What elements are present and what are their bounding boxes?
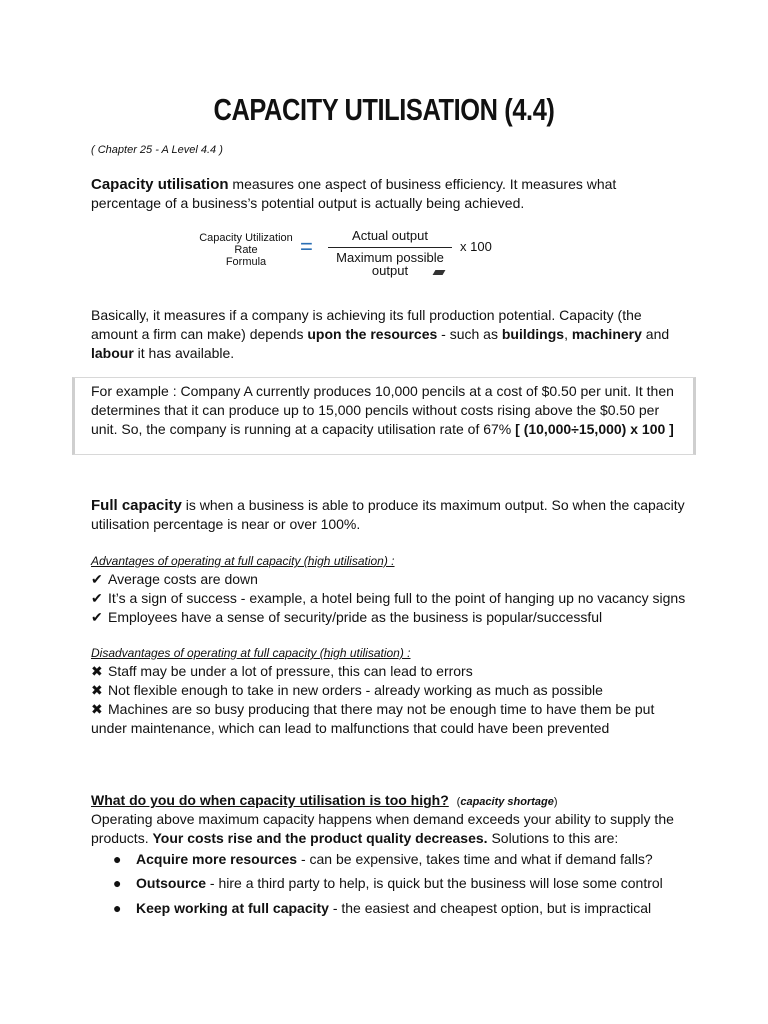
disadvantage-item — [91, 662, 691, 681]
bullet-icon: ● — [113, 851, 122, 867]
basically-bold: upon the resources — [307, 326, 438, 342]
example-calculation: [ (10,000÷15,000) x 100 ] — [515, 421, 674, 437]
solution-text: - hire a third party to help, is quick but the business will lose some control — [206, 875, 663, 891]
basically-text: amount a firm can make) depends — [91, 326, 308, 342]
paren: ) — [553, 796, 558, 808]
solution-bold: Keep working at full capacity — [136, 900, 329, 916]
advantage-text: It’s a sign of success - example, a hotel being full to the point of hanging up no vacancy signs — [108, 590, 686, 606]
equals-sign: = — [300, 234, 313, 259]
cross-icon: ✖ — [91, 682, 103, 698]
too-high-heading: What do you do when capacity utilisation is too high? — [91, 792, 449, 808]
too-high-bold: Your costs rise and the product quality decreases. — [152, 830, 488, 846]
full-capacity-paragraph — [91, 496, 691, 534]
intro-paragraph — [91, 175, 691, 213]
example-text — [91, 382, 681, 439]
advantage-item — [91, 570, 691, 589]
formula-label-1: Capacity Utilization — [199, 232, 293, 244]
disadvantage-item — [91, 681, 691, 700]
formula-multiplier: x 100 — [460, 239, 492, 254]
capacity-formula — [196, 226, 506, 282]
disadvantage-text: Machines are so busy producing that there may not be enough time to have them be put — [108, 701, 655, 717]
check-icon: ✔ — [91, 609, 103, 625]
solution-item — [136, 900, 651, 916]
advantage-text: Employees have a sense of security/pride as the business is popular/successful — [108, 609, 603, 625]
example-line-3: unit. So, the company is running at a capacity utilisation rate of 67% — [91, 421, 516, 437]
too-high-text: products. — [91, 830, 153, 846]
advantage-item — [91, 589, 691, 608]
basically-text: it has available. — [133, 345, 235, 361]
basically-text: and — [641, 326, 670, 342]
solution-text: - the easiest and cheapest option, but is impractical — [328, 900, 652, 916]
solution-item — [136, 851, 653, 867]
denominator-line-2: output — [371, 263, 409, 278]
basically-bold: labour — [91, 345, 134, 361]
disadvantage-text: Not flexible enough to take in new orders - already working as much as possible — [108, 682, 603, 698]
too-high-line-1: Operating above maximum capacity happens when demand exceeds your ability to supply the — [91, 811, 674, 827]
paren: ( — [456, 796, 461, 808]
example-line-1: For example : Company A currently produces 10,000 pencils at a cost of $0.50 per unit. It then — [91, 383, 674, 399]
formula-label-3: Formula — [225, 256, 267, 268]
basically-paragraph — [91, 306, 691, 363]
capacity-shortage-label: capacity shortage — [460, 796, 554, 808]
fraction-bar — [328, 247, 452, 248]
basically-line-1: Basically, it measures if a company is achieving its full production potential. Capacity (the — [91, 307, 642, 323]
page-title: CAPACITY UTILISATION (4.4) — [213, 92, 555, 127]
intro-term: Capacity utilisation — [91, 176, 229, 193]
advantages-heading: Advantages of operating at full capacity (high utilisation) : — [91, 554, 395, 568]
advantage-text: Average costs are down — [108, 571, 258, 587]
basically-text: - such as — [437, 326, 502, 342]
bullet-icon: ● — [113, 900, 122, 916]
solution-text: - can be expensive, takes time and what if demand falls? — [297, 851, 653, 867]
solution-item — [136, 875, 663, 891]
disadvantage-item — [91, 700, 691, 738]
too-high-paragraph — [91, 810, 691, 848]
denominator-line-1: Maximum possible — [336, 250, 444, 265]
advantage-item — [91, 608, 691, 627]
too-high-heading-line — [91, 791, 691, 812]
check-icon: ✔ — [91, 571, 103, 587]
formula-numerator: Actual output — [352, 228, 428, 243]
basically-text: , — [564, 326, 572, 342]
solution-bold: Outsource — [136, 875, 207, 891]
solution-bold: Acquire more resources — [136, 851, 298, 867]
full-capacity-term: Full capacity — [91, 497, 182, 514]
full-capacity-line-1: is when a business is able to produce its maximum output. So when the capacity — [181, 497, 685, 513]
chapter-reference: ( Chapter 25 - A Level 4.4 ) — [91, 144, 223, 156]
disadvantage-text: Staff may be under a lot of pressure, this can lead to errors — [108, 663, 473, 679]
intro-line-2: percentage of a business’s potential output is actually being achieved. — [91, 195, 525, 211]
full-capacity-line-2: utilisation percentage is near or over 100%. — [91, 516, 361, 532]
formula-label-2: Rate — [234, 244, 258, 256]
basically-bold: buildings — [501, 326, 565, 342]
formula-label — [196, 232, 296, 268]
intro-line-1: measures one aspect of business efficiency. It measures what — [228, 176, 617, 192]
basically-bold: machinery — [571, 326, 642, 342]
too-high-text: Solutions to this are: — [487, 830, 619, 846]
disadvantages-heading: Disadvantages of operating at full capacity (high utilisation) : — [91, 646, 411, 660]
cross-icon: ✖ — [91, 663, 103, 679]
bullet-icon: ● — [113, 875, 122, 891]
disadvantage-continuation: under maintenance, which can lead to malfunctions that could have been prevented — [91, 720, 610, 736]
cross-icon: ✖ — [91, 701, 103, 717]
check-icon: ✔ — [91, 590, 103, 606]
example-line-2: determines that it can produce up to 15,000 pencils without costs rising above the $0.50 per — [91, 402, 660, 418]
